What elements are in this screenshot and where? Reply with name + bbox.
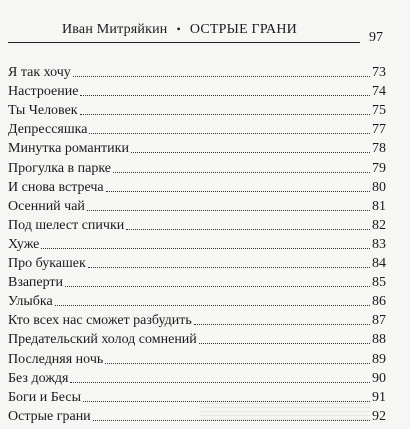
toc-leader-dots [199, 343, 370, 344]
toc-entry-page: 77 [372, 122, 386, 138]
toc-entry-title: Кто всех нас сможет разбудить [8, 313, 192, 329]
toc-entry-page: 82 [372, 217, 386, 233]
toc-entry [8, 348, 386, 367]
toc-entry-title: Осенний чай [8, 198, 85, 214]
toc-entry-page: 83 [372, 236, 386, 252]
toc-entry-title: Ты Человек [8, 103, 78, 119]
toc-entry [8, 81, 386, 100]
toc-entry-page: 87 [372, 313, 386, 329]
toc-leader-dots [55, 305, 370, 306]
toc-entry-title: Предательский холод сомнений [8, 332, 197, 348]
toc-entry [8, 368, 386, 387]
toc-entry-page: 86 [372, 294, 386, 310]
toc-entry-title: Острые грани [8, 408, 91, 424]
toc-entry [8, 119, 386, 138]
toc-leader-dots [106, 191, 370, 192]
toc-entry-page: 89 [372, 351, 386, 367]
toc-entry [8, 291, 386, 310]
toc-entry [8, 234, 386, 253]
toc-entry [8, 62, 386, 81]
toc-leader-dots [89, 133, 370, 134]
toc-leader-dots [73, 76, 370, 77]
toc-entry-title: Прогулка в парке [8, 160, 112, 176]
toc-leader-dots [80, 95, 370, 96]
toc-leader-dots [126, 229, 370, 230]
toc-leader-dots [88, 267, 370, 268]
toc-entry [8, 272, 386, 291]
toc-entry-page: 79 [372, 160, 386, 176]
toc-entry-title: Депрессяшка [8, 122, 88, 138]
toc-entry-page: 91 [372, 389, 386, 405]
toc-leader-dots [65, 286, 370, 287]
toc-entry-title: Улыбка [8, 294, 53, 310]
toc-entry [8, 310, 386, 329]
toc-entry-page: 80 [372, 179, 386, 195]
toc-entry [8, 329, 386, 348]
toc-entry-title: Взаперти [8, 275, 64, 291]
header-separator: • [176, 22, 181, 36]
bleed-through-texture [200, 400, 370, 420]
toc-entry-page: 84 [372, 256, 386, 272]
toc-entry-page: 78 [372, 141, 386, 157]
table-of-contents [8, 62, 386, 425]
toc-entry-title: Настроение [8, 84, 79, 100]
toc-leader-dots [105, 363, 370, 364]
toc-entry-title: Под шелест спички [8, 217, 125, 233]
toc-entry-title: Без дождя [8, 370, 69, 386]
toc-entry [8, 196, 386, 215]
toc-leader-dots [80, 114, 370, 115]
header-author: Иван Митряйкин [62, 22, 168, 37]
toc-entry-page: 88 [372, 332, 386, 348]
toc-entry-title: Боги и Бесы [8, 389, 81, 405]
toc-entry-title: И снова встреча [8, 179, 104, 195]
toc-entry [8, 215, 386, 234]
toc-entry-page: 73 [372, 65, 386, 81]
header-text [62, 22, 297, 38]
toc-leader-dots [70, 382, 370, 383]
toc-entry-title: Я так хочу [8, 65, 71, 81]
toc-leader-dots [87, 210, 370, 211]
toc-entry-page: 90 [372, 370, 386, 386]
toc-entry [8, 100, 386, 119]
toc-entry-title: Последняя ночь [8, 351, 104, 367]
page-number: 97 [369, 30, 383, 45]
toc-entry [8, 157, 386, 176]
toc-entry-page: 81 [372, 198, 386, 214]
toc-entry-title: Хуже [8, 236, 40, 252]
toc-leader-dots [41, 248, 370, 249]
toc-entry-page: 92 [372, 408, 386, 424]
header-book-title: ОСТРЫЕ ГРАНИ [189, 22, 297, 37]
header-rule [8, 42, 360, 43]
toc-entry-page: 74 [372, 84, 386, 100]
toc-entry [8, 177, 386, 196]
toc-leader-dots [194, 324, 370, 325]
toc-entry-page: 75 [372, 103, 386, 119]
toc-entry-title: Про букашек [8, 256, 86, 272]
toc-leader-dots [131, 152, 370, 153]
toc-entry-page: 85 [372, 275, 386, 291]
toc-leader-dots [113, 172, 370, 173]
toc-entry-title: Минутка романтики [8, 141, 129, 157]
toc-entry [8, 138, 386, 157]
toc-entry [8, 253, 386, 272]
